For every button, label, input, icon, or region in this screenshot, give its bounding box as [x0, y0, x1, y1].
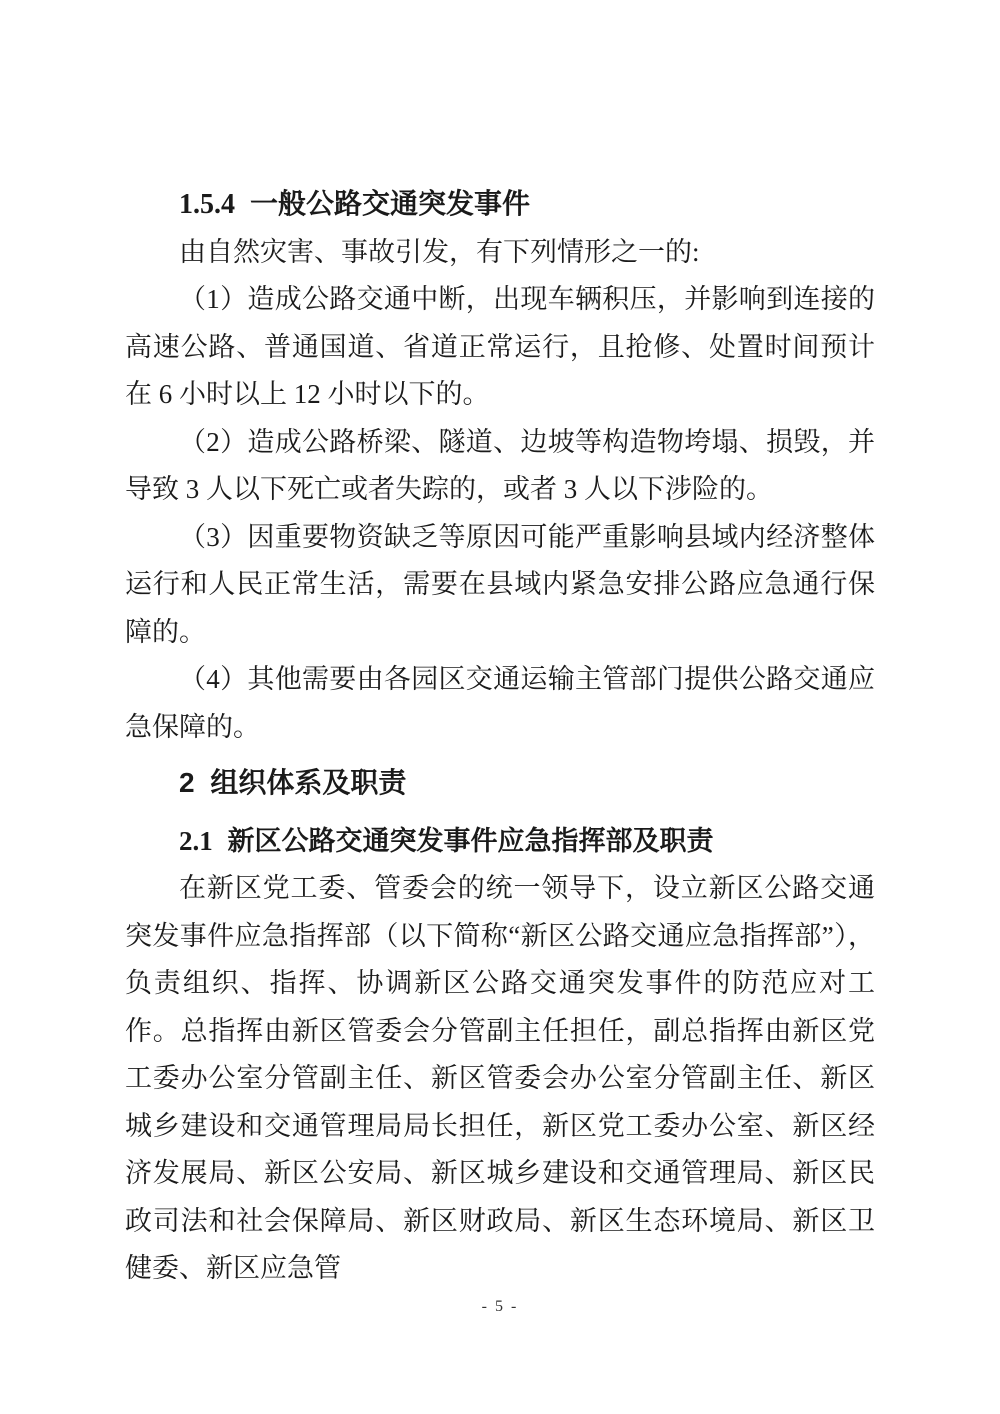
paragraph-intro-conditions: 由自然灾害、事故引发，有下列情形之一的:: [179, 236, 700, 267]
heading-1-5-4-general-road-traffic-emergency: 1.5.4 一般公路交通突发事件: [179, 189, 531, 220]
paragraph-command-structure: 在新区党工委、管委会的统一领导下，设立新区公路交通突发事件应急指挥部（以下简称“新区公路交通应急指挥部”），负责组织、指挥、协调新区公路交通突发事件的防范应对工作。总指挥由新区管委会分管副主任担任，副总指挥由新区党工委办公室分管副主任、新区管委会办公室分管副主任、新区城乡建设和交通管理局局长担任，新区党工委办公室、新区经济发展局、新区公安局、新区城乡建设和交通管理局、新区民政司法和社会保障局、新区财政局、新区生态环境局、新区卫健委、新区应急管: [125, 873, 875, 1283]
clause-paragraph-3: （3）因重要物资缺乏等原因可能严重影响县域内经济整体运行和人民正常生活，需要在县域内紧急安排公路应急通行保障的。: [125, 521, 875, 647]
heading-2-organization-system-duties: 2 组织体系及职责: [179, 767, 407, 798]
clause-paragraph-4: （4）其他需要由各园区交通运输主管部门提供公路交通应急保障的。: [125, 664, 875, 742]
heading-2-1-emergency-command-duties: 2.1 新区公路交通突发事件应急指挥部及职责: [179, 825, 714, 856]
clause-paragraph-1: （1）造成公路交通中断，出现车辆积压，并影响到连接的高速公路、普通国道、省道正常运行，且抢修、处置时间预计在 6 小时以上 12 小时以下的。: [125, 284, 875, 409]
page-number: - 5 -: [481, 1298, 519, 1315]
clause-paragraph-2: （2）造成公路桥梁、隧道、边坡等构造物垮塌、损毁，并导致 3 人以下死亡或者失踪的，或者 3 人以下涉险的。: [125, 426, 875, 504]
document-body: [125, 181, 875, 1293]
